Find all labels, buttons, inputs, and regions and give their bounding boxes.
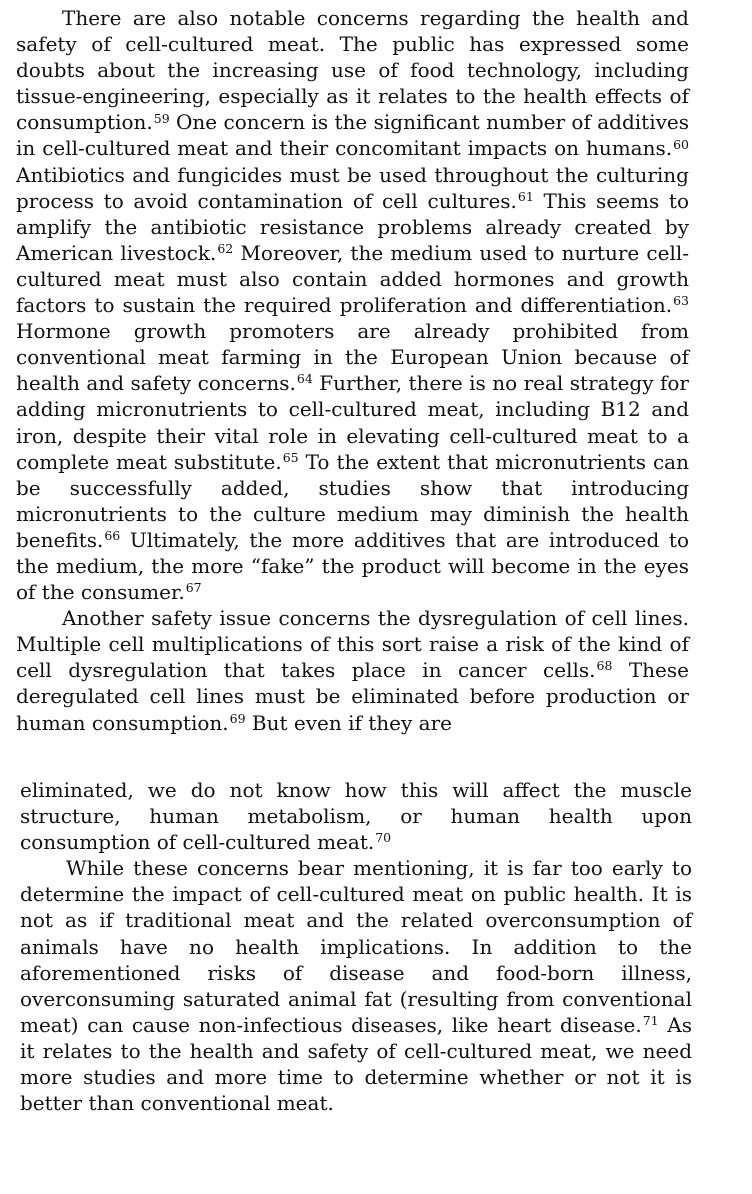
upper-text-block <box>16 5 689 736</box>
lower-text-block <box>20 777 692 1116</box>
paragraph-continuation <box>20 777 692 855</box>
footnote-ref-62: 62 <box>217 240 234 256</box>
paragraph <box>16 5 689 605</box>
footnote-ref-69: 69 <box>229 710 246 726</box>
text-run: Hormone growth promoters are already prohibited from conventional meat farming in the European Union because of health and safety concerns. <box>16 319 689 396</box>
footnote-ref-70: 70 <box>375 830 392 846</box>
text-run: Another safety issue concerns the dysregulation of cell lines. Multiple cell multiplications of this sort raise a risk of the kind of cell dysregulation that takes place in cancer cells. <box>16 606 689 683</box>
footnote-ref-68: 68 <box>596 658 613 674</box>
text-run: There are also notable concerns regarding the health and safety of cell-cultured meat. The public has expressed some doubts about the increasing use of food technology, including tissue-engineering, especially as it relates to the health effects of consumption. <box>16 6 689 135</box>
footnote-ref-60: 60 <box>673 136 689 152</box>
footnote-ref-66: 66 <box>104 528 121 543</box>
footnote-ref-67: 67 <box>185 580 202 596</box>
paragraph <box>20 855 692 1116</box>
footnote-ref-59: 59 <box>153 110 170 126</box>
text-run: This seems to amplify the antibiotic resistance problems already created by American livestock. <box>16 188 689 265</box>
text-run: But even if they are <box>245 710 452 735</box>
text-run: One concern is the significant number of additives in cell-cultured meat and their concomitant impacts on humans. <box>16 110 689 161</box>
text-run: Further, there is no real strategy for adding micronutrients to cell-cultured meat, including B12 and iron, despite their vital role in elevating cell-cultured meat to a complete meat substitute. <box>16 371 689 474</box>
paragraph <box>16 605 689 735</box>
text-run: Ultimately, the more additives that are introduced to the medium, the more “fake” the product will become in the eyes of the consumer. <box>16 527 689 605</box>
footnote-ref-64: 64 <box>296 371 313 387</box>
text-run: These deregulated cell lines must be eliminated before production or human consumption. <box>16 658 689 735</box>
footnote-ref-63: 63 <box>673 293 689 309</box>
text-run: Moreover, the medium used to nurture cell-cultured meat must also contain added hormones and growth factors to sustain the required proliferation and differentiation. <box>16 240 690 318</box>
text-run: eliminated, we do not know how this will affect the muscle structure, human metabolism, or human health upon consumption of cell-cultured meat. <box>20 778 692 855</box>
footnote-ref-61: 61 <box>517 188 534 204</box>
text-run: While these concerns bear mentioning, it is far too early to determine the impact of cell-cultured meat on public health. It is not as if traditional meat and the related overconsumption of animals have no health implications. In addition to the aforementioned risks of disease and food-born illness, overconsuming saturated animal fat (resulting from conventional meat) can cause non-infectious diseases, like heart disease. <box>20 856 692 1037</box>
footnote-ref-71: 71 <box>642 1012 659 1028</box>
text-run: Antibiotics and fungicides must be used throughout the culturing process to avoid contamination of cell cultures. <box>16 162 689 213</box>
footnote-ref-65: 65 <box>282 449 299 465</box>
text-run: As it relates to the health and safety of cell-cultured meat, we need more studies and more time to determine whether or not it is better than conventional meat. <box>20 1012 692 1116</box>
text-run: To the extent that micronutrients can be successfully added, studies show that introducing micronutrients to the culture medium may diminish the health benefits. <box>16 449 689 552</box>
